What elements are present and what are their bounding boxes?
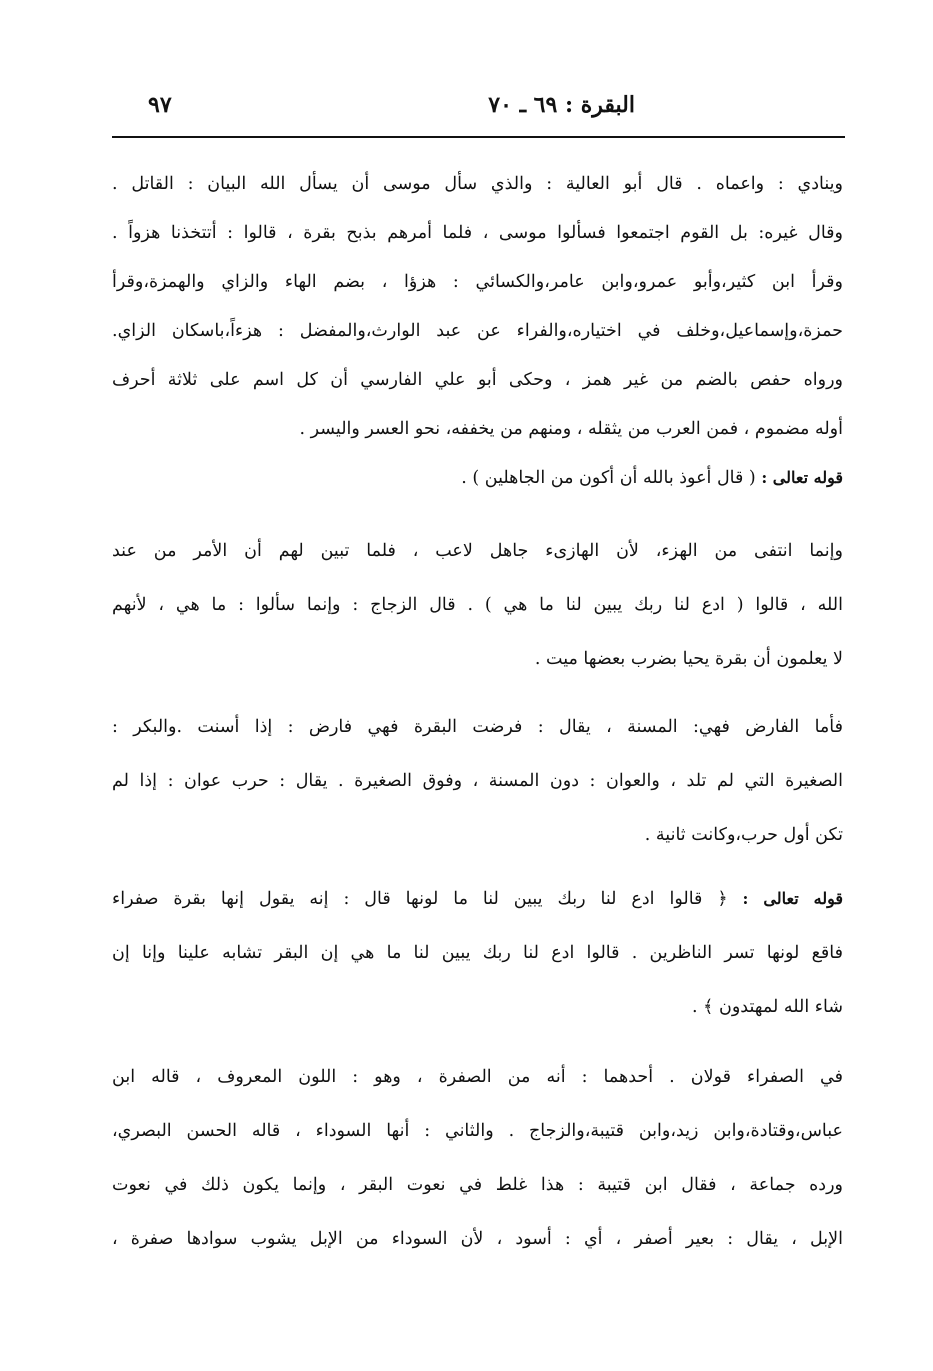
text-line: الصغيرة التي لم تلد ، والعوان : دون المسنة ، وفوق الصغيرة . يقال : حرب عوان : إذا لم (112, 771, 843, 791)
page-number: ٩٧ (148, 92, 172, 118)
text-line: لا يعلمون أن بقرة يحيا بضرب بعضها ميت . (534, 649, 843, 669)
text-line: في الصفراء قولان . أحدهما : أنه من الصفرة ، وهو : اللون المعروف ، قاله ابن (112, 1067, 843, 1087)
text-line: وإنما انتفى من الهزء، لأن الهازىء جاهل لاعب ، فلما تبين لهم أن الأمر من عند (112, 541, 843, 561)
text-line: وقرأ ابن كثير،وأبو عمرو،وابن عامر،والكسائي : هزؤا ، بضم الهاء والزاي والهمزة،وقرأ (112, 272, 843, 292)
verse-line (112, 457, 843, 499)
verse-line (112, 878, 843, 920)
verse-line: فاقع لونها تسر الناظرين . قالوا ادع لنا ربك يبين لنا ما هي إن البقر تشابه علينا وإنا إن (112, 943, 843, 963)
verse-line: شاء الله لمهتدون ﴾ . (692, 997, 843, 1017)
text-line: تكن أول حرب،وكانت ثانية . (644, 825, 843, 845)
text-line: عباس،وقتادة،وابن زيد،وابن قتيبة،والزجاج . والثاني : أنها السوداء ، قاله الحسن البصري، (112, 1121, 843, 1141)
text-line: أوله مضموم ، فمن العرب من يثقله ، ومنهم من يخففه، نحو العسر واليسر . (299, 419, 843, 439)
verse-text: ﴿ قالوا ادع لنا ربك يبين لنا ما لونها قال : إنه يقول إنها بقرة صفراء (112, 889, 728, 909)
lemma-label: قوله تعالى : (742, 889, 843, 908)
text-line: وقال غيره: بل القوم اجتمعوا فسألوا موسى ، فلما أمرهم بذبح بقرة ، قالوا : أتتخذنا هزواً . (112, 223, 843, 243)
verse-text: ( قال أعوذ بالله أن أكون من الجاهلين ) . (461, 468, 756, 488)
text-line: حمزة،وإسماعيل،وخلف في اختياره،والفراء عن عبد الوارث،والمفضل : هزءاً،باسكان الزاي. (112, 321, 843, 341)
header-rule (112, 136, 845, 138)
text-line: ورده جماعة ، فقال ابن قتيبة : هذا غلط في نعوت البقر ، وإنما يكون ذلك في نعوت (112, 1175, 843, 1195)
text-line: الإبل ، يقال : بعير أصفر ، أي : أسود ، لأن السوداء من الإبل يشوب سوادها صفرة ، (112, 1229, 843, 1249)
text-line: ورواه حفص بالضم من غير همز ، وحكى أبو علي الفارسي أن كل اسم على ثلاثة أحرف (112, 370, 843, 390)
page-header (110, 88, 845, 128)
text-line: وينادي : واعماه . قال أبو العالية : والذي سأل موسى أن يسأل الله البيان : القاتل . (112, 174, 843, 194)
lemma-label: قوله تعالى : (761, 468, 843, 487)
running-title: البقرة : ٦٩ ـ ٧٠ (488, 92, 635, 118)
text-line: الله ، قالوا ( ادع لنا ربك يبين لنا ما هي ) . قال الزجاج : وإنما سألوا : ما هي ، لأنهم (112, 595, 843, 615)
text-line: فأما الفارض فهي: المسنة ، يقال : فرضت البقرة فهي فارض : إذا أسنت .والبكر : (112, 717, 843, 737)
